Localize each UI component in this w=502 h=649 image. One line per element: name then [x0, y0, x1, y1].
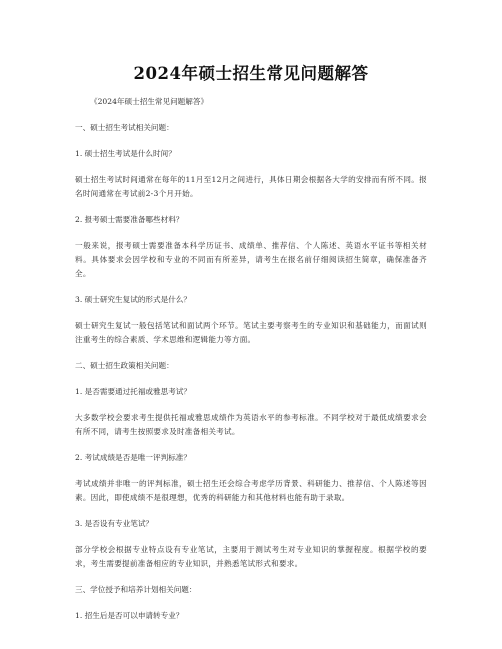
question-heading: 3. 硕士研究生复试的形式是什么？ — [75, 295, 191, 304]
answer-paragraph: 硕士研究生复试一般包括笔试和面试两个环节。笔试主要考察考生的专业知识和基础能力，而面试则注重考生的综合素质、学术思维和逻辑能力等方面。 — [75, 321, 427, 344]
answer-paragraph: 部分学校会根据专业特点设有专业笔试，主要用于测试考生对专业知识的掌握程度。根据学校的要求，考生需要提前准备相应的专业知识，并熟悉笔试形式和要求。 — [75, 545, 427, 568]
answer-paragraph: 考试成绩并非唯一的评判标准，硕士招生还会综合考虑学历背景、科研能力、推荐信、个人陈述等因素。因此，即使成绩不是很理想，优秀的科研能力和其他材料也能有助于录取。 — [75, 479, 427, 502]
question-heading: 3. 是否设有专业笔试？ — [75, 519, 154, 528]
answer-paragraph: 大多数学校会要求考生提供托福或雅思成绩作为英语水平的参考标准。不同学校对于最低成绩要求会有所不同，请考生按照要求及时准备相关考试。 — [75, 413, 427, 436]
section-heading: 三、学位授予和培养计划相关问题： — [75, 585, 197, 594]
question-heading: 2. 报考硕士需要准备哪些材料？ — [75, 215, 184, 224]
document-body — [75, 95, 427, 635]
question-heading: 1. 招生后是否可以申请转专业？ — [75, 611, 184, 620]
question-heading: 1. 硕士招生考试是什么时间？ — [75, 149, 176, 158]
document-subtitle: 《2024年硕士招生常见问题解答》 — [90, 97, 209, 106]
answer-paragraph: 硕士招生考试时间通常在每年的11月至12月之间进行，具体日期会根据各大学的安排而有所不同。报名时间通常在考试前2-3个月开始。 — [75, 175, 427, 198]
answer-paragraph: 一般来说，报考硕士需要准备本科学历证书、成绩单、推荐信、个人陈述、英语水平证书等相关材料。具体要求会因学校和专业的不同而有所差异，请考生在报名前仔细阅读招生简章，确保准备齐全。 — [75, 241, 427, 278]
question-heading: 1. 是否需要通过托福或雅思考试？ — [75, 387, 191, 396]
question-heading: 2. 考试成绩是否是唯一评判标准？ — [75, 453, 191, 462]
document-title: 2024年硕士招生常见问题解答 — [133, 64, 369, 83]
section-heading: 一、硕士招生考试相关问题： — [75, 123, 174, 132]
section-heading: 二、硕士招生政策相关问题： — [75, 361, 174, 370]
